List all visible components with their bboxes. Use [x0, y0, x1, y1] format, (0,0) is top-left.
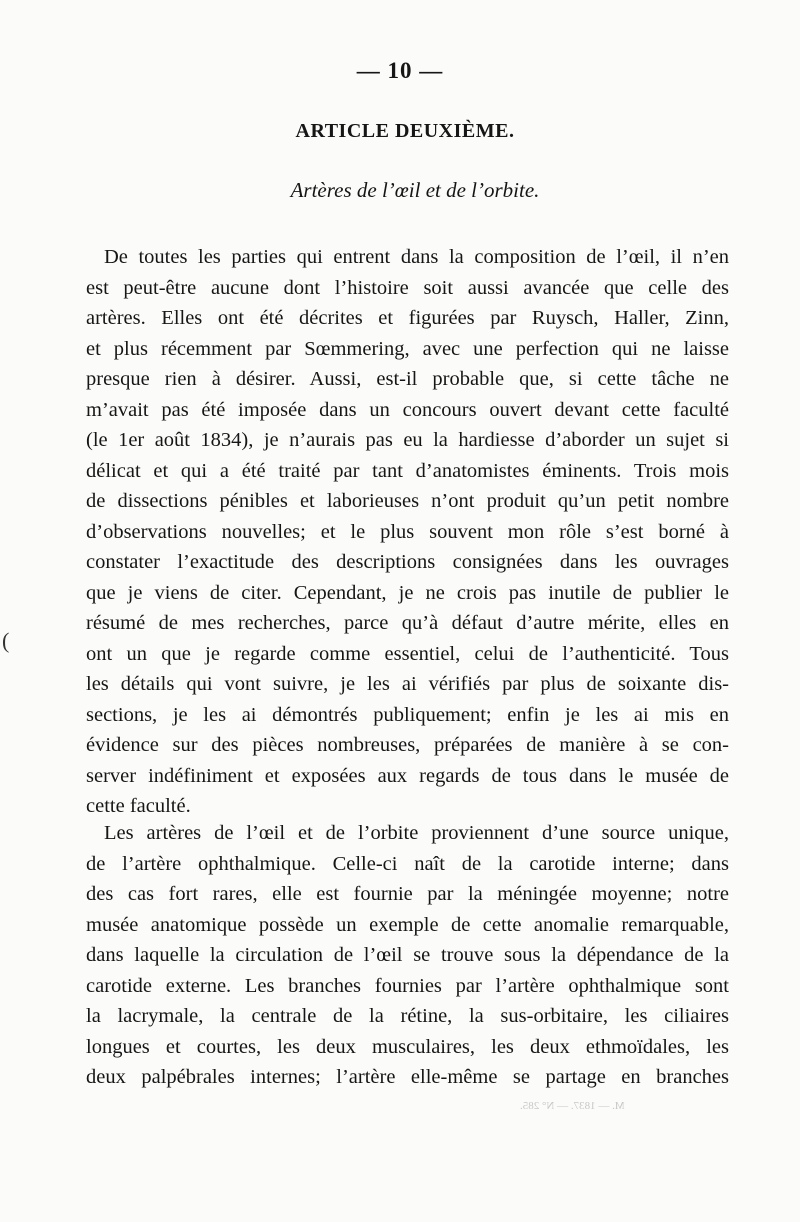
text-line: est peut-être aucune dont l’histoire soit aussi avancée que celle des	[86, 276, 729, 299]
text-line: longues et courtes, les deux musculaires, les deux ethmoïdales, les	[86, 1035, 729, 1058]
footer-mark: M. — 1837. — N° 285.	[520, 1100, 625, 1112]
text-line: sections, je les ai démontrés publiquement; enfin je les ai mis en	[86, 703, 729, 726]
text-line: des cas fort rares, elle est fournie par la méningée moyenne; notre	[86, 883, 729, 905]
paragraph-1	[86, 242, 729, 822]
section-subtitle: Artères de l’œil et de l’orbite.	[290, 178, 540, 202]
text-line: que je viens de citer. Cependant, je ne crois pas inutile de publier le	[86, 581, 729, 604]
page-number: — 10 —	[356, 58, 444, 83]
text-line: constater l’exactitude des descriptions consignées dans les ouvrages	[86, 551, 729, 573]
text-line: de dissections pénibles et laborieuses n’ont produit qu’un petit nombre	[86, 490, 729, 512]
text-line: évidence sur des pièces nombreuses, préparées de manière à se con-	[86, 734, 729, 756]
text-line: presque rien à désirer. Aussi, est-il probable que, si cette tâche ne	[86, 368, 729, 390]
text-line: et plus récemment par Sœmmering, avec une perfection qui ne laisse	[86, 337, 729, 360]
text-line: délicat et qui a été traité par tant d’anatomistes éminents. Trois mois	[86, 459, 729, 482]
text-line: d’observations nouvelles; et le plus souvent mon rôle s’est borné à	[86, 520, 729, 543]
text-line: De toutes les parties qui entrent dans la composition de l’œil, il n’en	[104, 246, 729, 268]
text-line: deux palpébrales internes; l’artère elle-même se partage en branches	[86, 1066, 729, 1088]
text-line: server indéfiniment et exposées aux regards de tous dans le musée de	[86, 764, 729, 787]
text-line: Les artères de l’œil et de l’orbite proviennent d’une source unique,	[104, 822, 729, 844]
text-line: carotide externe. Les branches fournies par l’artère ophthalmique sont	[86, 974, 729, 997]
text-line: dans laquelle la circulation de l’œil se trouve sous la dépendance de la	[86, 944, 729, 966]
text-line: de l’artère ophthalmique. Celle-ci naît de la carotide interne; dans	[86, 852, 729, 875]
section-heading: ARTICLE DEUXIÈME.	[295, 120, 515, 142]
text-line: artères. Elles ont été décrites et figurées par Ruysch, Haller, Zinn,	[86, 307, 729, 329]
text-line: musée anatomique possède un exemple de cette anomalie remarquable,	[86, 913, 729, 936]
text-line: (le 1er août 1834), je n’aurais pas eu la hardiesse d’aborder un sujet si	[86, 429, 729, 451]
text-line: cette faculté.	[86, 795, 191, 817]
text-line: les détails qui vont suivre, je les ai vérifiés par plus de soixante dis-	[86, 673, 729, 695]
text-line: m’avait pas été imposée dans un concours ouvert devant cette faculté	[86, 398, 729, 421]
paragraph-2	[86, 818, 729, 1093]
margin-mark: (	[2, 628, 10, 653]
text-line: la lacrymale, la centrale de la rétine, la sus-orbitaire, les ciliaires	[86, 1005, 729, 1027]
text-line: ont un que je regarde comme essentiel, celui de l’authenticité. Tous	[86, 642, 729, 665]
text-line: résumé de mes recherches, parce qu’à défaut d’autre mérite, elles en	[86, 612, 729, 634]
